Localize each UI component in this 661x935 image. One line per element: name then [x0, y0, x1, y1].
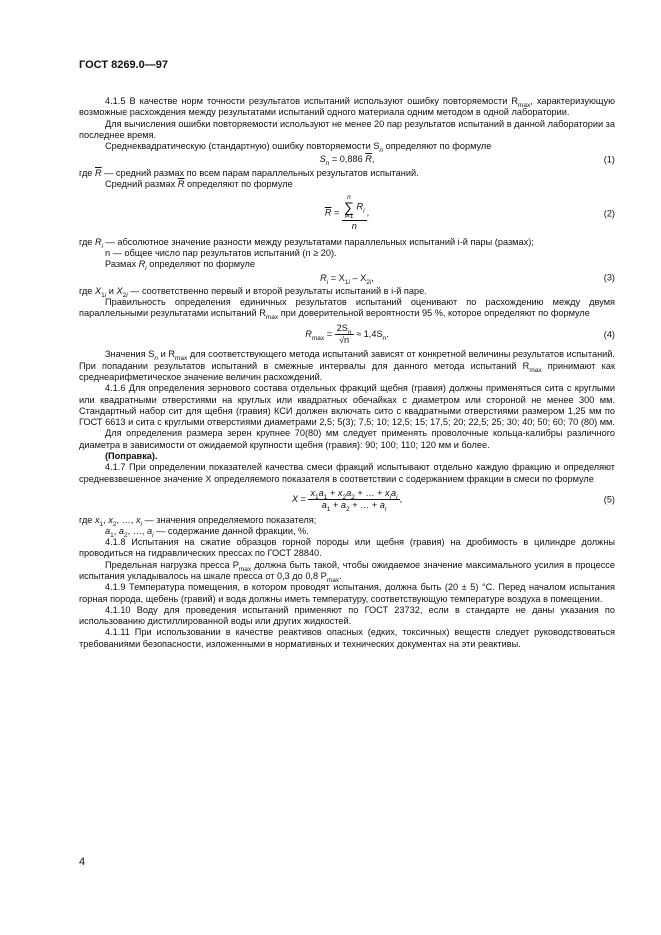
equation-number: (1) [603, 154, 615, 165]
paragraph-n-def: n — общее число пар результатов испытаний (n ≥ 20). [105, 247, 337, 258]
paragraph-rbar-formula: Средний размах $\overline{R}$ определяют по формуле [105, 179, 293, 190]
equation-number: (5) [603, 494, 615, 505]
paragraph-ri-def: где $R_i$ — абсолютное значение разности между результатами параллельных испытаний i-й пары (размах); [79, 236, 534, 250]
paragraph-press: Предельная нагрузка пресса $P_{max}$ должна быть такой, чтобы ожидаемое значение максимального усилия в процессе испытания укладывалось на шкале пресса от 0,3 до 0,8 $P_{max}$. [79, 559, 615, 584]
paragraph-ri-size: Размах $R_i$ определяют по формуле [105, 259, 256, 273]
paragraph-rbar-def: где $\overline{R}$ — средний размах по всем парам параллельных результатов испытаний. [79, 167, 419, 178]
fraction: n ∑ i=1 $R_i$ n [343, 194, 365, 232]
fraction: $\frac{x_1a_1 + x_2a_2 + \dots + x_ia_i}{a_1 + a_2 + \dots + a_i}$ [310, 487, 398, 514]
paragraph-ai-def: $a_1$, $a_2$, …, $a_i$ — содержание данной фракции, %. [105, 525, 309, 539]
equation-number: (2) [603, 207, 615, 218]
page-number: 4 [79, 856, 86, 868]
paragraph-4-1-6: 4.1.6 Для определения зернового состава отдельных фракций щебня (гравия) должны применяться сита с круглыми или квадратными отверстиями на круглых или квадратных обечайках с диаметром или стороной не менее 300 мм. Стандартный набор сит для щебня (гравия) КСИ должен включать сито с квадратными отверстиями размером 1,25 мм по ГОСТ 6613 и сита с круглыми отверстиями диаметрами 2,5; 5(3); 7,5; 10; 12,5; 15; 17,5; 20; 22,5; 25; 30; 40; 50; 60; 70 (80) мм. [79, 383, 615, 428]
equation-3: $R_i = X_{1i} - X_{2i}$, (3) [320, 272, 615, 286]
equation-1: $S_n = 0,886$ $\overline{R}$, (1) [319, 154, 615, 168]
paragraph-xi-def: где $x_1$, $x_2$, …, $x_i$ — значения определяемого показателя; [79, 514, 317, 528]
paragraph-4-1-8: 4.1.8 Испытания на сжатие образцов горной породы или щебня (гравия) на дробимость в цилиндре должны проводиться на гидравлических прессах по ГОСТ 28840. [79, 537, 615, 559]
equation-number: (3) [603, 272, 615, 283]
paragraph-4-1-10: 4.1.10 Воду для проведения испытаний применяют по ГОСТ 23732, если в стандарте не даны указания по использованию дистиллированной воды или других жидкостей. [79, 604, 615, 627]
paragraph-amendment: (Поправка). [105, 451, 158, 462]
document-header: ГОСТ 8269.0—97 [79, 59, 168, 71]
paragraph-x-def: где $X_{1i}$ и $X_{2i}$ — соответственно первый и второй результаты испытаний в i-й паре. [79, 285, 427, 299]
paragraph-correctness: Правильность определения единичных результатов испытаний оценивают по расхождению между двумя параллельными результатами испытаний $R_{max}$ при доверительной вероятности 95 %, которое определяют по формуле [79, 297, 615, 322]
page-content [79, 96, 615, 650]
paragraph-values: Значения $S_n$ и $R_{max}$ для соответствующего метода испытаний зависят от конкретной величины результатов испытаний. При попадании результатов испытаний в смежные интервалы для данного метода испытаний $R_{max}$ принимают как среднеарифметическое значение величин расхождений. [79, 349, 615, 382]
paragraph-4-1-9: 4.1.9 Температура помещения, в котором проводят испытания, должна быть (20 ± 5) °С. Перед началом испытания горная порода, щебень (гравий) и вода должны иметь температуру, соответствующую температуре воздуха в помещении. [79, 582, 615, 604]
paragraph-4-1-5: 4.1.5 В качестве норм точности результатов испытаний используют ошибку повторяемости $R_{max}$, характеризующую возможные расхождения между результатами испытаний одного материала одним методом в одной лаборатории. [79, 96, 615, 118]
paragraph-rms: Среднеквадратическую (стандартную) ошибку повторяемости $S_n$ определяют по формуле [105, 141, 492, 155]
equation-4: $R_{max}$ = $\frac{2S_n}{√n}$ ≈ $1,4S_n$. (4) [305, 322, 615, 346]
paragraph-4-1-11: 4.1.11 При использовании в качестве реактивов опасных (едких, токсичных) веществ следует руководствоваться требованиями безопасности, изложенными в нормативных и технических документах на эти реактивы. [79, 627, 615, 649]
paragraph-4-1-7: 4.1.7 При определении показателей качества смеси фракций испытывают отдельно каждую фракцию и определяют средневзвешенное значение X определяемого показателя в соответствии с содержанием фракции в смеси по формуле [79, 462, 615, 484]
equation-2: $\overline{R}$ = n ∑ i=1 $R_i$ n , (2) [324, 194, 615, 232]
fraction: $\frac{2S_n}{√n}$ [336, 322, 352, 346]
equation-number: (4) [603, 328, 615, 339]
paragraph-4-1-6-b: Для определения размера зерен крупнее 70(80) мм следует применять проволочные кольца-калибры различного диаметра в зависимости от ожидаемой крупности щебня (гравия): 90; 100; 110; 120 мм и более. [79, 428, 615, 450]
equation-5: X = $\frac{x_1a_1 + x_2a_2 + \dots + x_ia_i}{a_1 + a_2 + \dots + a_i}$ , (5) [291, 487, 615, 514]
paragraph-calc: Для вычисления ошибки повторяемости используют не менее 20 пар результатов испытаний в данной лаборатории за последнее время. [79, 118, 615, 140]
